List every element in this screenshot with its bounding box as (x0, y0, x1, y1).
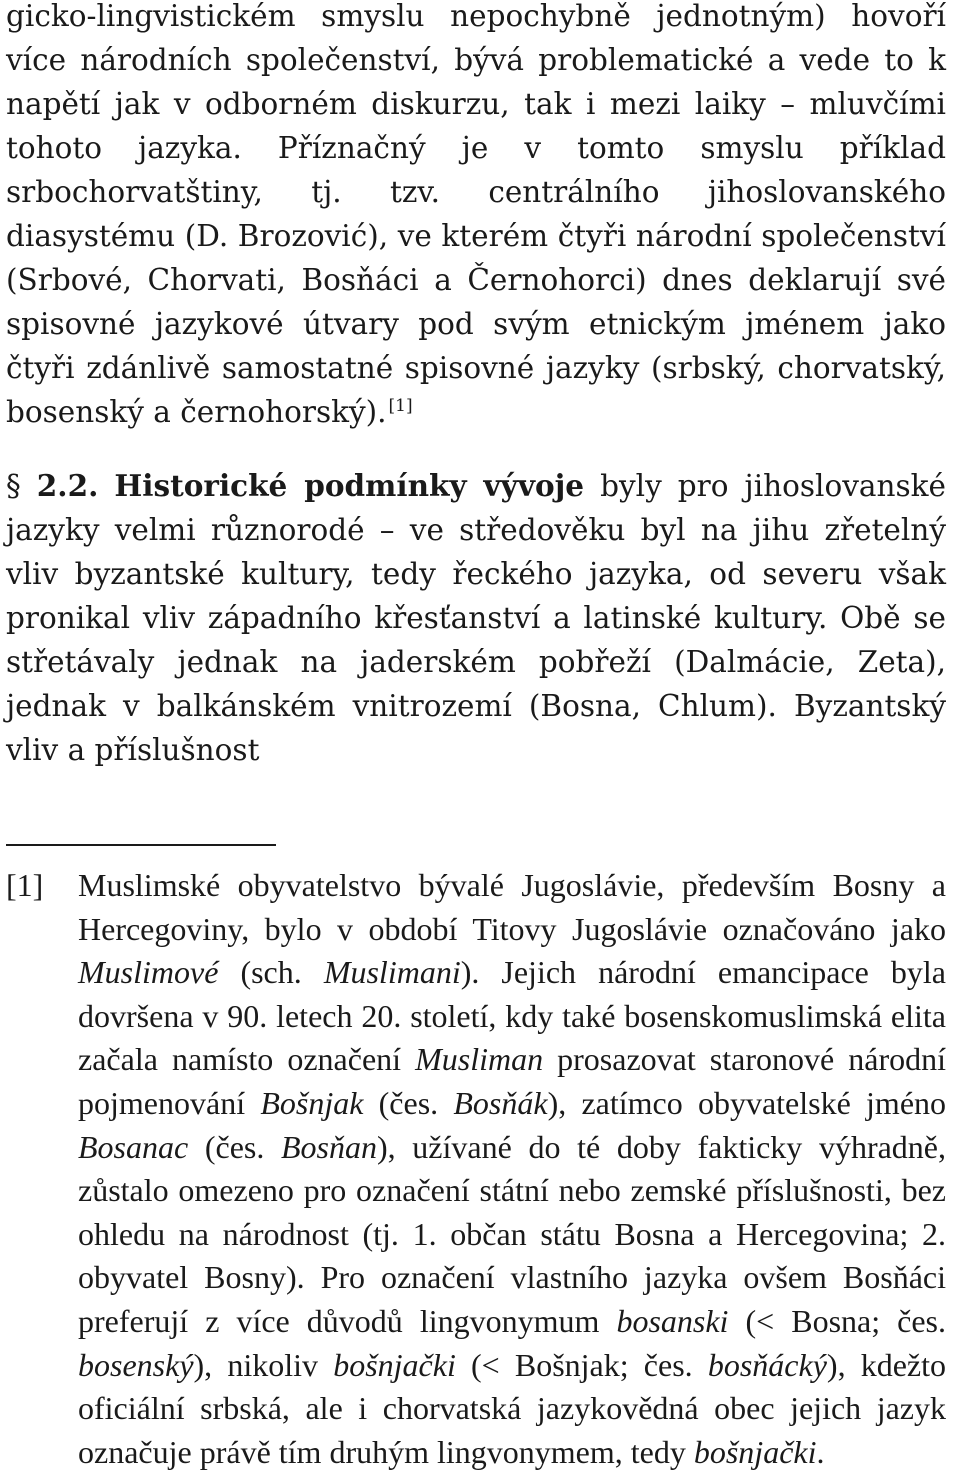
footnote-text-segment: ), kdežto oficiální srbská, ale i chorvatská jazykovědná obec jejich jazyk označuje právě tím druhým lingvonymem, tedy (78, 1346, 947, 1470)
footnote-italic-term: Musliman (415, 1041, 544, 1078)
footnote-separator (6, 844, 276, 846)
footnote-text-segment: (< Bosna; čes. (728, 1302, 947, 1339)
section-text: byly pro jihoslovanské jazyky velmi různorodé – ve středověku byl na jihu zřetelný vliv byzantské kultury, tedy řeckého jazyka, od severu však pronikal vliv západního křesťanství a latinské kultury. Obě se střetávaly jednak na jaderském pobřeží (Dalmácie, Zeta), jednak v balkánském vnitrozemí (Bosna, Chlum). Byzantský vliv a příslušnost (6, 469, 946, 767)
footnote-italic-term: Bošnjak (260, 1084, 364, 1121)
footnote-italic-term: Muslimani (323, 954, 461, 991)
footnote-text-segment: ), zatímco obyvatelské jméno (547, 1084, 947, 1121)
footnote (6, 864, 946, 1474)
footnote-italic-term: bosenský (78, 1346, 194, 1383)
footnote-italic-term: bošnjački (693, 1433, 817, 1470)
footnote-italic-term: bosňácký (707, 1346, 827, 1383)
footnote-italic-term: Bosňák (453, 1084, 548, 1121)
section-number: 2.2. (36, 468, 99, 503)
footnote-text-segment: (čes. (188, 1128, 281, 1165)
footnote-italic-term: Bosanac (78, 1128, 189, 1165)
footnote-text (78, 864, 946, 1474)
footnote-italic-term: Muslimové (78, 954, 219, 991)
footnote-mark: [1] (6, 867, 44, 903)
footnote-text-segment: ), užívané do té doby fakticky výhradně, zůstalo omezeno pro označení státní nebo zemské příslušnosti, bez ohledu na národnost (tj. 1. občan státu Bosna a Hercegovina; 2. obyvatel Bosny). Pro označení vlastního jazyka ovšem Bosňáci preferují z více důvodů lingvonymum (78, 1128, 946, 1339)
document-page (6, 0, 946, 1474)
footnote-text-segment: (< Bošnjak; čes. (455, 1346, 708, 1383)
section-paragraph (6, 464, 946, 772)
footnote-text-segment: (čes. (363, 1084, 454, 1121)
footnote-text-segment: Muslimské obyvatelstvo bývalé Jugoslávie, především Bosny a Hercegoviny, bylo v období Titovy Jugoslávie označováno jako (78, 867, 946, 947)
footnote-italic-term: bošnjački (333, 1346, 456, 1383)
footnote-italic-term: bosanski (616, 1302, 729, 1339)
footnote-text-segment: prosazovat staronové národní pojmenování (78, 1041, 947, 1121)
footnote-text-segment: ), nikoliv (193, 1346, 334, 1383)
footnote-italic-term: Bosňan (281, 1128, 377, 1165)
paragraph-text: gicko-lingvistickém smyslu nepochybně jednotným) hovoří více národních společenství, bývá problematické a vede to k napětí jak v odborném diskurzu, tak i mezi laiky – mluvčími tohoto jazyka. Příznačný je v tomto smyslu příklad srbochorvatštiny, tj. tzv. centrálního jihoslovanského diasystému (D. Brozović), ve kterém čtyři národní společenství (Srbové, Chorvati, Bosňáci a Černohorci) dnes deklarují své spisovné jazykové útvary pod svým etnickým jménem jako čtyři zdánlivě samostatné spisovné jazyky (srbský, chorvatský, bosenský a černohorský). (6, 0, 946, 429)
footnote-reference[interactable]: [1] (388, 396, 413, 417)
section-sign: § (6, 469, 21, 503)
body-paragraph (6, 0, 946, 434)
section-title: Historické podmínky vývoje (114, 468, 585, 503)
footnote-text-segment: ). Jejich národní emancipace byla dovršena v 90. letech 20. století, kdy také bosenskomuslimská elita začala namísto označení (78, 954, 947, 1078)
footnote-text-segment: . (816, 1433, 825, 1470)
footnote-text-segment: (sch. (218, 954, 324, 991)
